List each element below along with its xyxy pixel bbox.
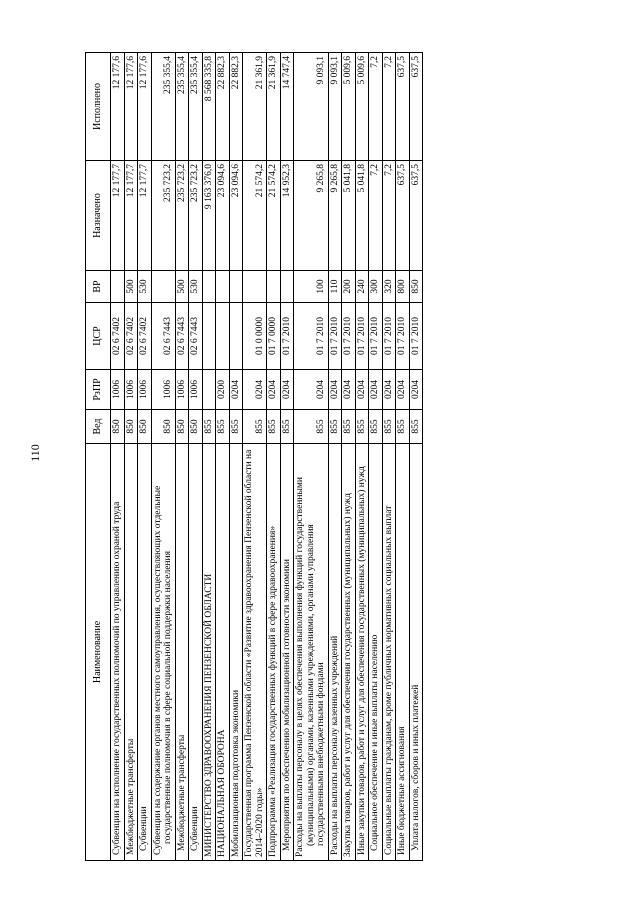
cell-vr: 850: [409, 271, 423, 303]
cell-executed: 5 009,6: [355, 53, 369, 161]
cell-vr: [202, 271, 216, 303]
cell-rzpr: 1006: [111, 370, 125, 410]
cell-rzpr: 0204: [267, 370, 281, 410]
cell-ved: 855: [229, 410, 243, 444]
cell-assigned: 21 574,2: [267, 161, 281, 271]
cell-ved: 850: [189, 410, 203, 444]
cell-name: Расходы на выплаты персоналу в целях обеспечения выполнения функций государственными (муниципальными) органами, казенными учреждениями, органами управления государственными внебюджетными фондами: [294, 444, 329, 861]
cell-ved: 855: [369, 410, 383, 444]
table-row: [202, 53, 216, 861]
cell-ved: 855: [267, 410, 281, 444]
cell-csr: 01 7 2010: [396, 303, 410, 370]
cell-assigned: 9 265,8: [328, 161, 342, 271]
cell-executed: 637,5: [409, 53, 423, 161]
cell-vr: 530: [189, 271, 203, 303]
cell-ved: 855: [202, 410, 216, 444]
cell-executed: 9 093,1: [328, 53, 342, 161]
cell-name: Закупка товаров, работ и услуг для обеспечения государственных (муниципальных) нужд: [342, 444, 356, 861]
cell-name: Уплата налогов, сборов и иных платежей: [409, 444, 423, 861]
cell-assigned: 12 177,7: [124, 161, 138, 271]
table-row: [175, 53, 189, 861]
cell-vr: 110: [328, 271, 342, 303]
cell-name: Иные закупки товаров, работ и услуг для обеспечения государственных (муниципальных) нужд: [355, 444, 369, 861]
cell-assigned: 23 094,6: [229, 161, 243, 271]
cell-assigned: 12 177,7: [111, 161, 125, 271]
cell-assigned: 5 041,8: [342, 161, 356, 271]
cell-rzpr: 1006: [189, 370, 203, 410]
cell-vr: [243, 271, 267, 303]
cell-name: Государственная программа Пензенской области «Развитие здравоохранения Пензенской области на 2014–2020 годы»: [243, 444, 267, 861]
table-row: [111, 53, 125, 861]
cell-rzpr: 1006: [124, 370, 138, 410]
cell-assigned: 5 041,8: [355, 161, 369, 271]
cell-rzpr: 1006: [138, 370, 152, 410]
header-name: Наименование: [86, 444, 111, 861]
cell-vr: 240: [355, 271, 369, 303]
cell-csr: 02 6 7443: [151, 303, 175, 370]
table-header: [86, 53, 111, 861]
table-row: [369, 53, 383, 861]
table-row: [243, 53, 267, 861]
cell-csr: [202, 303, 216, 370]
cell-assigned: 637,5: [409, 161, 423, 271]
header-assigned: Назначено: [86, 161, 111, 271]
cell-vr: 320: [382, 271, 396, 303]
cell-csr: 01 7 2010: [280, 303, 294, 370]
table-row: [151, 53, 175, 861]
cell-vr: 200: [342, 271, 356, 303]
cell-executed: 12 177,6: [124, 53, 138, 161]
table-row: [355, 53, 369, 861]
cell-rzpr: 0204: [229, 370, 243, 410]
cell-csr: 02 6 7443: [189, 303, 203, 370]
cell-csr: 02 6 7443: [175, 303, 189, 370]
table-row: [138, 53, 152, 861]
cell-executed: 22 882,3: [229, 53, 243, 161]
cell-rzpr: 0204: [409, 370, 423, 410]
cell-assigned: 235 723,2: [151, 161, 175, 271]
cell-assigned: 9 265,8: [294, 161, 329, 271]
cell-ved: 855: [294, 410, 329, 444]
table-row: [216, 53, 230, 861]
cell-name: Иные бюджетные ассигнования: [396, 444, 410, 861]
cell-csr: 01 7 2010: [369, 303, 383, 370]
cell-executed: 7,2: [369, 53, 383, 161]
cell-name: Субвенции на содержание органов местного самоуправления, осуществляющих отдельные государственные полномочия в сфере социальной поддержки населения: [151, 444, 175, 861]
cell-name: Мобилизационная подготовка экономики: [229, 444, 243, 861]
header-vr: ВР: [86, 271, 111, 303]
cell-executed: 22 882,3: [216, 53, 230, 161]
cell-name: Межбюджетные трансферты: [175, 444, 189, 861]
cell-csr: 01 7 2010: [342, 303, 356, 370]
header-row: [86, 53, 111, 861]
cell-rzpr: 0200: [216, 370, 230, 410]
cell-vr: [151, 271, 175, 303]
budget-table: [85, 52, 423, 861]
cell-rzpr: 0204: [294, 370, 329, 410]
cell-name: Мероприятия по обеспечению мобилизационной готовности экономики: [280, 444, 294, 861]
cell-ved: 850: [111, 410, 125, 444]
cell-ved: 850: [138, 410, 152, 444]
table-row: [294, 53, 329, 861]
cell-assigned: 235 723,2: [175, 161, 189, 271]
cell-csr: 01 7 2010: [355, 303, 369, 370]
cell-vr: 100: [294, 271, 329, 303]
cell-vr: [216, 271, 230, 303]
cell-rzpr: 1006: [175, 370, 189, 410]
cell-assigned: 637,5: [396, 161, 410, 271]
cell-executed: 5 009,6: [342, 53, 356, 161]
cell-name: Подпрограмма «Реализация государственных функций в сфере здравоохранения»: [267, 444, 281, 861]
cell-ved: 855: [355, 410, 369, 444]
table-row: [189, 53, 203, 861]
cell-executed: 21 361,9: [243, 53, 267, 161]
page-number: 110: [28, 444, 42, 462]
cell-csr: 02 6 7402: [138, 303, 152, 370]
cell-executed: 637,5: [396, 53, 410, 161]
cell-assigned: 21 574,2: [243, 161, 267, 271]
table-row: [280, 53, 294, 861]
cell-rzpr: 0204: [396, 370, 410, 410]
cell-vr: 300: [369, 271, 383, 303]
table-row: [267, 53, 281, 861]
cell-ved: 855: [396, 410, 410, 444]
table-row: [396, 53, 410, 861]
cell-rzpr: 0204: [328, 370, 342, 410]
table-row: [124, 53, 138, 861]
cell-name: Субвенции: [189, 444, 203, 861]
cell-csr: [229, 303, 243, 370]
cell-name: Социальное обеспечение и иные выплаты населению: [369, 444, 383, 861]
table-body: [111, 53, 423, 861]
budget-table-container: [85, 53, 590, 861]
cell-assigned: 9 163 376,0: [202, 161, 216, 271]
cell-name: Субвенции на исполнение государственных полномочий по управлению охраной труда: [111, 444, 125, 861]
cell-name: Субвенции: [138, 444, 152, 861]
cell-ved: 855: [243, 410, 267, 444]
header-ved: Вед: [86, 410, 111, 444]
rotated-page: [85, 53, 590, 861]
cell-csr: 01 7 2010: [409, 303, 423, 370]
cell-executed: 12 177,6: [111, 53, 125, 161]
cell-vr: 800: [396, 271, 410, 303]
table-row: [229, 53, 243, 861]
cell-vr: [267, 271, 281, 303]
cell-executed: 14 747,4: [280, 53, 294, 161]
cell-ved: 850: [151, 410, 175, 444]
table-row: [342, 53, 356, 861]
cell-csr: [216, 303, 230, 370]
cell-rzpr: 0204: [342, 370, 356, 410]
cell-executed: 235 355,4: [151, 53, 175, 161]
cell-ved: 855: [409, 410, 423, 444]
cell-ved: 855: [328, 410, 342, 444]
cell-executed: 235 355,4: [189, 53, 203, 161]
cell-csr: 01 7 2010: [294, 303, 329, 370]
cell-name: НАЦИОНАЛЬНАЯ ОБОРОНА: [216, 444, 230, 861]
cell-executed: 7,2: [382, 53, 396, 161]
cell-csr: 01 0 0000: [243, 303, 267, 370]
cell-name: МИНИСТЕРСТВО ЗДРАВООХРАНЕНИЯ ПЕНЗЕНСКОЙ ОБЛАСТИ: [202, 444, 216, 861]
cell-ved: 850: [124, 410, 138, 444]
cell-vr: 500: [175, 271, 189, 303]
cell-csr: 01 7 2010: [328, 303, 342, 370]
header-csr: ЦСР: [86, 303, 111, 370]
cell-executed: 235 355,4: [175, 53, 189, 161]
cell-vr: 530: [138, 271, 152, 303]
cell-executed: 12 177,6: [138, 53, 152, 161]
cell-csr: 01 7 2010: [382, 303, 396, 370]
cell-vr: 500: [124, 271, 138, 303]
cell-assigned: 12 177,7: [138, 161, 152, 271]
cell-rzpr: 0204: [243, 370, 267, 410]
cell-executed: 9 093,1: [294, 53, 329, 161]
cell-assigned: 14 952,3: [280, 161, 294, 271]
cell-name: Социальные выплаты гражданам, кроме публичных нормативных социальных выплат: [382, 444, 396, 861]
cell-rzpr: 0204: [382, 370, 396, 410]
cell-assigned: 7,2: [382, 161, 396, 271]
cell-name: Межбюджетные трансферты: [124, 444, 138, 861]
cell-csr: 02 6 7402: [111, 303, 125, 370]
cell-vr: [229, 271, 243, 303]
cell-rzpr: [202, 370, 216, 410]
cell-assigned: 235 723,2: [189, 161, 203, 271]
cell-rzpr: 1006: [151, 370, 175, 410]
table-row: [382, 53, 396, 861]
cell-vr: [111, 271, 125, 303]
table-row: [409, 53, 423, 861]
cell-executed: 8 568 335,8: [202, 53, 216, 161]
cell-ved: 855: [216, 410, 230, 444]
table-row: [328, 53, 342, 861]
cell-csr: 01 7 0000: [267, 303, 281, 370]
cell-ved: 850: [175, 410, 189, 444]
cell-assigned: 7,2: [369, 161, 383, 271]
cell-name: Расходы на выплаты персоналу казенных учреждений: [328, 444, 342, 861]
cell-vr: [280, 271, 294, 303]
cell-executed: 21 361,9: [267, 53, 281, 161]
header-executed: Исполнено: [86, 53, 111, 161]
cell-assigned: 23 094,6: [216, 161, 230, 271]
cell-ved: 855: [342, 410, 356, 444]
header-rzpr: РзПР: [86, 370, 111, 410]
cell-ved: 855: [280, 410, 294, 444]
cell-rzpr: 0204: [280, 370, 294, 410]
cell-csr: 02 6 7402: [124, 303, 138, 370]
cell-ved: 855: [382, 410, 396, 444]
cell-rzpr: 0204: [369, 370, 383, 410]
cell-rzpr: 0204: [355, 370, 369, 410]
